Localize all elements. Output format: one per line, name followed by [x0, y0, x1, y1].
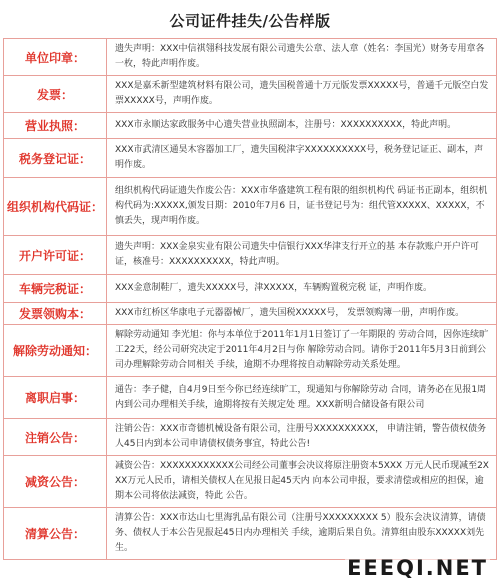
notice-text: XXX市武清区通昊木容器加工厂，遗失国税津字XXXXXXXXXX号，税务登记证正、副本，声明作废。 — [107, 139, 497, 178]
notice-text: 遗失声明：XXX中信祺翎科技发展有限公司遗失公章、法人章（姓名：李国光）财务专用章各一枚，特此声明作废。 — [107, 39, 497, 76]
notice-row — [4, 275, 497, 303]
notice-label: 组织机构代码证： — [4, 178, 107, 236]
notice-label: 清算公告： — [4, 508, 107, 560]
notice-label: 车辆完税证： — [4, 275, 107, 303]
notice-row — [4, 139, 497, 178]
notice-row — [4, 39, 497, 76]
notice-label: 营业执照： — [4, 113, 107, 139]
notice-label: 税务登记证： — [4, 139, 107, 178]
notice-row — [4, 325, 497, 377]
notice-row — [4, 76, 497, 113]
notice-text: 通告：李子健，自4月9日至今你已经连续旷工，现通知与你解除劳动 合同，请务必在见报1周内到公司办理相关手续，逾期将按有关规定处 理。XXX新明合储设备有限公司 — [107, 377, 497, 419]
notice-row — [4, 508, 497, 560]
notice-row — [4, 303, 497, 325]
notice-table — [3, 38, 497, 560]
notice-label: 开户许可证： — [4, 236, 107, 275]
notice-label: 单位印章： — [4, 39, 107, 76]
notice-label: 注销公告： — [4, 419, 107, 456]
notice-row — [4, 236, 497, 275]
watermark-logo: EEEQI.NET — [347, 556, 488, 580]
notice-row — [4, 113, 497, 139]
notice-text: XXX金意制鞋厂，遗失XXXXX号，津XXXXX，车辆购置税完税 证，声明作废。 — [107, 275, 497, 303]
notice-text: XXX是嘉禾新型建筑材料有限公司，遗失国税普通十万元版发票XXXXX号，普通千元版空白发票XXXXX号，声明作废。 — [107, 76, 497, 113]
notice-row — [4, 456, 497, 508]
notice-row — [4, 178, 497, 236]
notice-text: 减资公告：XXXXXXXXXXXX公司经公司董事会决议将原注册资本5XXX 万元人民币现减至2XXX万元人民币，请相关债权人在见报日起45天内 向本公司申报，要求清偿或相应的担保，逾期本公司将依法减资，特此 公告。 — [107, 456, 497, 508]
page-title: 公司证件挂失/公告样版 — [169, 12, 331, 30]
notice-row — [4, 377, 497, 419]
notice-label: 发票领购本： — [4, 303, 107, 325]
notice-label: 离职启事： — [4, 377, 107, 419]
notice-text: 组织机构代码证遗失作废公告：XXX市华盛建筑工程有限的组织机构代 码证书正副本，组织机构代码为:XXXXX,颁发日期：2010年7月6 日，证书登记号为：组代管XXXXX、XXXXX，不 慎丢失，现声明作废。 — [107, 178, 497, 236]
notice-text: 清算公告：XXX市达山七里海乳品有限公司（注册号XXXXXXXXX 5）股东会决议清算，请债务、债权人于本公告见报起45日内办理相关 手续，逾期后果自负。清算组由股东XXXXX刘先生。 — [107, 508, 497, 560]
notice-label: 解除劳动通知： — [4, 325, 107, 377]
notice-text: XXX市永顺达家政服务中心遗失营业执照副本，注册号：XXXXXXXXXX，特此声明。 — [107, 113, 497, 139]
notice-label: 发票： — [4, 76, 107, 113]
notice-text: 遗失声明：XXX金泉实业有限公司遗失中信银行XXX华津支行开立的基 本存款账户开户许可证，核准号：XXXXXXXXXX，特此声明。 — [107, 236, 497, 275]
notice-row — [4, 419, 497, 456]
notice-text: 注销公告：XXX市奇德机械设备有限公司，注册号XXXXXXXXXX， 申请注销，警告债权债务人45日内到本公司申请债权债务事宜，特此公告! — [107, 419, 497, 456]
notice-text: XXX市红桥区华康电子元器器械厂，遗失国税XXXXX号， 发票领购簿一册，声明作废。 — [107, 303, 497, 325]
notice-text: 解除劳动通知 李光旭：你与本单位于2011年1月1日签订了一年期限的 劳动合同，因你连续旷工22天，经公司研究决定于2011年4月2日与你 解除劳动合同。请你于2011年5月3日前到公司办理解除劳动合同相关 手续，逾期不办理将按自动解除劳动关系处理。 — [107, 325, 497, 377]
notice-label: 减资公告： — [4, 456, 107, 508]
